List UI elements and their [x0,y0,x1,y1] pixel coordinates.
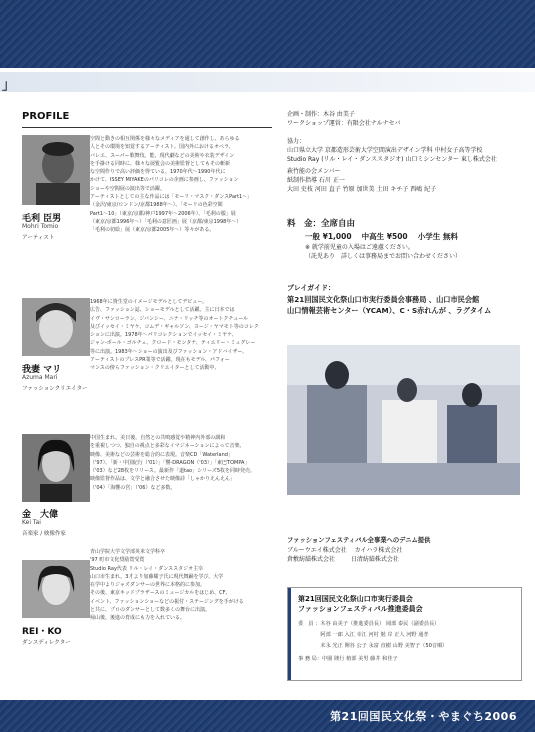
portrait-photo-reiko [22,560,90,618]
person-bio: 1968年に資生堂のイメージモデルとしてデビュー。 広告、ファッション誌、ショーモデルとして活躍。主に日本では イヴ・サンローラン、ジバンシー、ニナ・リッチ等のオートクチュール 及びイッセイ・ミヤケ、コムデ・ギャルソン、ヨージ・ヤマモト等のコレク ションに出演。1978年〜パリコレクションでイッセイ・ミヤケ、 ジャン-ポール・ゴルチェ、クロード・モンタナ、ティエリー・ミュグレー 等に出演。1983年〜ショーの演出及びファッション・アドバイザー、 アーティストのプレスPR業等で活躍。現在もモデル、パフォー マンスの傍らファッション・クリエイターとして活動中。 [90,299,259,372]
footer-title: 第21回国民文化祭・やまぐち2006 [330,710,517,723]
section-header-bar [0,72,535,92]
profile-reiko [22,549,272,700]
tickets-block [287,218,522,261]
profile-mohri [22,135,272,265]
committee-accent-bar [288,588,291,680]
playguide-line: 第21回国民文化祭山口市実行委員会事務局 、山口市民会館 [287,295,480,304]
ticket-note: ※ 就学前児童の入場はご遠慮ください。 [305,244,414,251]
portrait-photo-kei-tai [22,434,90,502]
cooperation-label: 協力： [287,138,306,145]
committee-title: 第21回国民文化祭山口市実行委員会 [298,595,413,603]
person-role: アーティスト [22,235,55,241]
portrait-photo-mohri [22,135,90,205]
ticket-prices: 一般 ¥1,000 中高生 ¥500 小学生 無料 [305,232,458,241]
cooperation-line: 山口県立大学 京都造形芸術大学空間演出デザイン学科 中村女子高等学校 [287,147,483,154]
playguide-line: 山口情報芸術センター（YCAM）、C・S赤れんが 、ラグタイム [287,306,492,315]
workshop-photo [287,345,520,495]
person-name: REI・KO [22,627,62,637]
noh-line: 紙制作指導 石川 正一 [287,177,345,184]
person-bio: 空間と動きの相互関係を様々なメディアを通して創作し、あらゆる 人とその環境を知覚するアーティスト。国内外におけるオペラ、 バレエ、スーパー歌舞伎、能、現代劇などの美術や衣装デザイン を手掛ける同時に、様々な展覧会の美術監督としてもその斬新 な空間作りで高い評価を得ている。1970年代〜1990年代に かけて、ISSEY MIYAKEのパリコレの企画に参画し、ファッション ショーや空間展の演出等で活躍。 アーティストとしての主な作品には「モーリ・マスク・ダンスPart1〜」 （金沢/東京/ロンドン/京都1988年〜）、「モーリの色彩空間 Part1〜10」（東京/京都/神戸1997年〜2006年）、「毛利の服」展 （東京/京都1996年〜）「毛利の意匠画」展（京都/東京1998年〜） 「毛利の切絵」展（東京/京都2005年〜）等々がある。 [90,136,253,234]
ticket-note: （託児あり 詳しくは事務局までお問い合わせください） [305,253,462,260]
committee-line: 末永 光正 開谷 公子 永富 直樹 山野 美智子（50音順） [298,643,448,649]
denim-title: ファッションフェスティバル全事業へのデニム提供 [287,537,431,544]
person-roman-name: Kei Tai [22,519,41,526]
committee-box [287,587,522,681]
noh-label: 萩竹能の会メンバー [287,168,341,175]
profile-azuma [22,298,272,428]
header-bracket: 」 [2,78,16,93]
person-role: ファッションクリエイター [22,386,88,392]
sponsor-line: ブルーウエイ株式会社 カイハラ株式会社 [287,547,403,554]
portrait-photo-azuma [22,298,90,356]
profile-kei-tai [22,434,272,537]
denim-footer-band [0,700,535,732]
workshop-credit: ワークショップ運営：有限会社ナルナセバ [287,120,401,127]
person-role: 音楽家 / 映像作家 [22,531,66,537]
committee-line: 阿部 一郎 入江 幸江 河村 勉 岸 正人 河野 通孝 [298,632,429,638]
person-role: ダンスディレクター [22,640,71,646]
person-name: 毛利 臣男 [22,214,62,224]
committee-subtitle: ファッションフェスティバル推進委員会 [298,605,423,613]
person-name: 金 大偉 [22,510,59,520]
playguide-block [287,282,522,316]
denim-header-band [0,0,535,68]
cooperation-line: Studio Ray (リル・レイ・ダンススタジオ) 山口ミシンセンター 東し株式会社 [287,156,497,163]
person-name: 我妻 マリ [22,365,62,375]
profile-divider [22,127,272,128]
playguide-label: プレイガイド： [287,284,335,292]
committee-line: 事 務 局：中園 隆行 植部 美男 藤井 和佳子 [298,656,398,662]
credits-block [287,110,522,194]
noh-line: 大田 史枝 河田 直子 竹原 加世美 土田 キチ子 西嶋 紀子 [287,186,437,193]
sponsor-line: 倉敷紡績株式会社 日清紡績株式会社 [287,556,399,563]
person-roman-name: Mohri Tomio [22,223,59,230]
ticket-heading: 料 金：全席自由 [287,219,356,229]
profile-heading: PROFILE [22,111,70,122]
denim-sponsors [287,535,522,564]
person-roman-name: Azuma Mari [22,374,58,381]
person-bio: 中国生まれ。美日後、自然との共鳴感覚や精神内外部の調和 を重視しつつ、独自の視点と多彩なイマジネーションによって音楽、 映像、美術などの芸術を総合的に表現。音楽CD「Waterland」 （'97）、「新・中国紀行（'01）」「響-DRAGON（'03）」「東巴TOMPA」 （'03）など28枚をリリース。最新作「道tao」シリーズ5枚を同時発売。 映像監督作品は、文学と融合させた映像詩「しゃかりえんえん」 （'04）「海響の宮」（'06）など多数。 [90,435,256,491]
person-bio: 青山学院大学文学部英米文学科卒 '97 町市文化奨励賞受賞 Studio Ray代表 リル・レイ・ダンススタジオ主宰 山口市生まれ。3才より加藤耀子氏に現代舞踊を学び、大学 在学中よりジャズダンサーの世界に本格的に参加。 その後、東京キッドブラザースのミュージカルをはじめ、CF、 イベント、ファッションショーなどの振付・ステージングを手がける と共に、プロのダンサーとして数多くの舞台に出演。 帰山後、後進の育成にも力を入れている。 [90,549,244,622]
planning-credit: 企画・制作：木谷 由美子 [287,111,355,118]
committee-line: 委 員 ：木谷 由美子（推進委員長） 岡部 泰民（副委員長） [298,621,440,627]
